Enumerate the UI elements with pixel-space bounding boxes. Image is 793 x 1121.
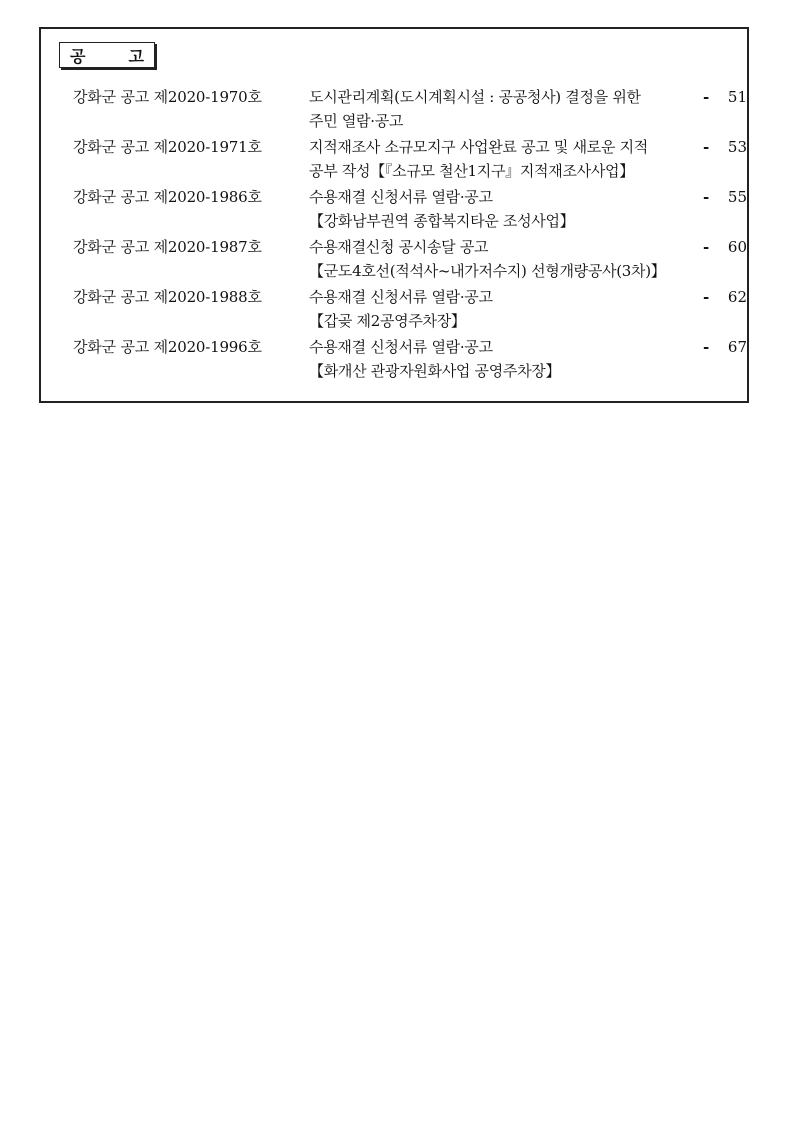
page-dash: -	[703, 88, 710, 106]
notice-title-line: 【화개산 관광자원화사업 공영주차장】	[309, 362, 561, 380]
page-reference	[703, 135, 747, 183]
notice-entries	[73, 85, 747, 385]
page-dash: -	[703, 138, 710, 156]
page-reference	[703, 85, 747, 133]
page-dash: -	[703, 288, 710, 306]
page-reference	[703, 335, 747, 383]
notice-title-line: 【갑곶 제2공영주차장】	[309, 312, 466, 330]
notice-number: 강화군 공고 제2020-1970호	[73, 88, 262, 106]
page-number: 60	[727, 238, 747, 256]
notice-title-line: 지적재조사 소규모지구 사업완료 공고 및 새로운 지적	[309, 138, 648, 156]
page-number: 51	[727, 88, 747, 106]
notice-title	[309, 235, 703, 283]
notice-title-line: 【강화남부권역 종합복지타운 조성사업】	[309, 212, 575, 230]
page-dash: -	[703, 338, 710, 356]
notice-number: 강화군 공고 제2020-1987호	[73, 238, 262, 256]
page-dash: -	[703, 238, 710, 256]
notice-title-line: 수용재결 신청서류 열람·공고	[309, 338, 493, 356]
notice-number: 강화군 공고 제2020-1971호	[73, 138, 262, 156]
notice-number: 강화군 공고 제2020-1986호	[73, 188, 262, 206]
notice-title-line: 수용재결 신청서류 열람·공고	[309, 188, 493, 206]
notice-title-line: 수용재결신청 공시송달 공고	[309, 238, 489, 256]
section-label-right: 고	[128, 46, 144, 66]
notice-title-line: 주민 열람·공고	[309, 112, 404, 130]
notice-title-line: 공부 작성【『소규모 철산1지구』지적재조사사업】	[309, 162, 634, 180]
notice-entry	[73, 235, 747, 283]
notice-title	[309, 135, 703, 183]
section-label-left: 공	[70, 46, 86, 66]
page-number: 55	[727, 188, 747, 206]
notice-entry	[73, 185, 747, 233]
notice-entry	[73, 135, 747, 183]
notice-title	[309, 85, 703, 133]
notice-list-box	[39, 27, 749, 403]
page-number: 62	[727, 288, 747, 306]
notice-number: 강화군 공고 제2020-1988호	[73, 288, 262, 306]
page-number: 53	[727, 138, 747, 156]
page-reference	[703, 285, 747, 333]
notice-title	[309, 335, 703, 383]
notice-number: 강화군 공고 제2020-1996호	[73, 338, 262, 356]
notice-title	[309, 285, 703, 333]
notice-title-line: 도시관리계획(도시계획시설 : 공공청사) 결정을 위한	[309, 88, 641, 106]
notice-title-line: 수용재결 신청서류 열람·공고	[309, 288, 493, 306]
notice-entry	[73, 285, 747, 333]
page-reference	[703, 235, 747, 283]
page-number: 67	[727, 338, 747, 356]
notice-entry	[73, 335, 747, 383]
notice-title	[309, 185, 703, 233]
page-reference	[703, 185, 747, 233]
page-dash: -	[703, 188, 710, 206]
notice-entry	[73, 85, 747, 133]
notice-title-line: 【군도4호선(적석사~내가저수지) 선형개량공사(3차)】	[309, 262, 666, 280]
section-label	[59, 42, 155, 68]
